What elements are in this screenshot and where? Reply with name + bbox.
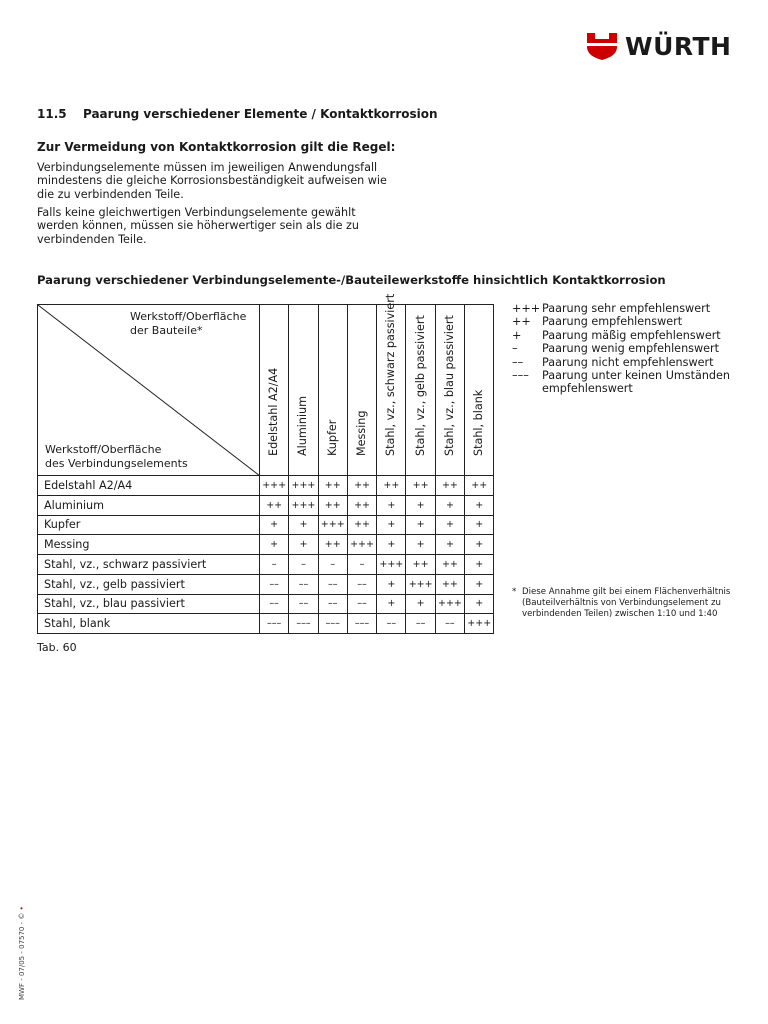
table-cell: ++: [347, 476, 376, 496]
table-cell: +++: [289, 495, 318, 515]
table-cell: +: [260, 535, 289, 555]
table-cell: +: [465, 574, 494, 594]
row-label: Stahl, vz., blau passiviert: [38, 594, 260, 614]
rule-paragraph-2: Falls keine gleichwertigen Verbindungselemente gewählt werden können, müssen sie höherwertiger sein als die zu verbindenden Teile.: [37, 206, 360, 246]
column-header: Stahl, vz., gelb passiviert: [406, 305, 435, 476]
column-header: Aluminium: [289, 305, 318, 476]
table-corner-cell: [38, 305, 260, 476]
table-cell: ++: [435, 476, 464, 496]
table-cell: +: [377, 515, 406, 535]
legend-item: [512, 356, 747, 369]
wurth-logo-mark: [585, 31, 619, 61]
table-cell: +++: [406, 574, 435, 594]
table-cell: –: [318, 555, 347, 575]
legend-text: Paarung wenig empfehlenswert: [542, 342, 720, 356]
table-cell: +: [435, 495, 464, 515]
table-cell: +: [377, 574, 406, 594]
legend-text: Paarung mäßig empfehlenswert: [542, 328, 721, 342]
table-cell: –––: [318, 614, 347, 634]
table-cell: +: [260, 515, 289, 535]
table-cell: +: [435, 515, 464, 535]
table-cell: ––: [318, 594, 347, 614]
legend-text: Paarung sehr empfehlenswert: [542, 302, 711, 315]
table-cell: ++: [377, 476, 406, 496]
table-row: [38, 515, 494, 535]
table-row: [38, 495, 494, 515]
document-id-dot: •: [18, 906, 26, 911]
table-cell: ––: [318, 574, 347, 594]
table-cell: +: [289, 515, 318, 535]
table-cell: +++: [318, 515, 347, 535]
rule-paragraph-1: Verbindungselemente müssen im jeweiligen Anwendungsfall mindestens die gleiche Korrosionsbeständigkeit aufweisen wie die zu verbindenden Teile.: [37, 161, 387, 201]
table-cell: ––: [347, 594, 376, 614]
legend-item: [512, 302, 747, 315]
table-cell: ++: [347, 515, 376, 535]
table-cell: ––: [377, 614, 406, 634]
table-cell: +: [465, 555, 494, 575]
table-cell: +: [406, 594, 435, 614]
legend-symbol: +: [512, 328, 522, 342]
table-caption: Tab. 60: [37, 641, 77, 654]
table-cell: +: [406, 495, 435, 515]
table-cell: ++: [318, 495, 347, 515]
table-cell: +: [435, 535, 464, 555]
table-cell: ––: [435, 614, 464, 634]
table-cell: +: [465, 515, 494, 535]
legend-text: Paarung empfehlenswert: [542, 315, 683, 329]
column-header: Stahl, vz., blau passiviert: [435, 305, 464, 476]
table-cell: ++: [465, 476, 494, 496]
table-cell: +: [377, 535, 406, 555]
table-cell: ––: [347, 574, 376, 594]
table-row: [38, 535, 494, 555]
table-cell: +++: [465, 614, 494, 634]
wurth-logo-text: WÜRTH: [625, 32, 732, 61]
table-cell: +++: [435, 594, 464, 614]
row-label: Kupfer: [38, 515, 260, 535]
contact-corrosion-table: [37, 293, 494, 634]
table-cell: ++: [347, 495, 376, 515]
table-cell: ++: [435, 555, 464, 575]
column-header: Stahl, vz., schwarz passiviert: [377, 305, 406, 476]
table-cell: ++: [260, 495, 289, 515]
legend-symbol: ––: [512, 355, 524, 369]
row-label: Stahl, blank: [38, 614, 260, 634]
column-header: Kupfer: [318, 305, 347, 476]
table-cell: ––: [260, 594, 289, 614]
footnote-marker: *: [512, 587, 517, 597]
table-cell: +: [377, 495, 406, 515]
table-cell: +: [406, 515, 435, 535]
footnote-text: Diese Annahme gilt bei einem Flächenverhältnis (Bauteilverhältnis von Verbindungselement zu verbindenden Teilen) zwischen 1:10 und 1:40: [522, 587, 731, 619]
table-cell: ++: [318, 535, 347, 555]
table-row: [38, 555, 494, 575]
table-cell: ––: [289, 574, 318, 594]
document-id-text: MWF - 07/05 - 07570 - ©: [18, 912, 26, 1000]
table-heading: Paarung verschiedener Verbindungselemente-/Bauteilewerkstoffe hinsichtlich Kontaktkorrosion: [37, 273, 666, 287]
table-cell: ++: [318, 476, 347, 496]
table-cell: ++: [406, 555, 435, 575]
table-cell: +: [406, 535, 435, 555]
table-cell: –––: [260, 614, 289, 634]
table-cell: ––: [260, 574, 289, 594]
rule-heading: Zur Vermeidung von Kontaktkorrosion gilt die Regel:: [37, 140, 396, 154]
legend-symbol: +++: [512, 302, 541, 315]
legend-text: Paarung unter keinen Umständen empfehlenswert: [542, 369, 731, 396]
table-row: [38, 614, 494, 634]
table-cell: +++: [260, 476, 289, 496]
table-cell: +++: [289, 476, 318, 496]
column-header: Stahl, blank: [465, 305, 494, 476]
table-row: [38, 476, 494, 496]
document-id: [18, 906, 26, 1000]
table-cell: ––: [289, 594, 318, 614]
table-cell: –: [347, 555, 376, 575]
table-row: [38, 574, 494, 594]
row-label: Aluminium: [38, 495, 260, 515]
table-cell: ++: [435, 574, 464, 594]
table-cell: ++: [406, 476, 435, 496]
row-label: Messing: [38, 535, 260, 555]
legend-symbol: –––: [512, 369, 529, 383]
row-label: Edelstahl A2/A4: [38, 476, 260, 496]
row-label: Stahl, vz., gelb passiviert: [38, 574, 260, 594]
table-cell: –––: [347, 614, 376, 634]
column-header: Messing: [347, 305, 376, 476]
table-cell: +: [289, 535, 318, 555]
table-header-row: [38, 305, 494, 476]
legend-item: [512, 315, 747, 328]
table-cell: +++: [377, 555, 406, 575]
table-cell: –––: [289, 614, 318, 634]
column-header: Edelstahl A2/A4: [260, 305, 289, 476]
table-cell: +++: [347, 535, 376, 555]
corner-label-fasteners: Werkstoff/Oberfläche des Verbindungselements: [45, 443, 188, 470]
table-cell: +: [377, 594, 406, 614]
legend-item: [512, 369, 747, 396]
legend-symbol: –: [512, 342, 518, 356]
section-heading: [37, 107, 438, 121]
legend-text: Paarung nicht empfehlenswert: [542, 355, 714, 369]
table-cell: +: [465, 495, 494, 515]
table-cell: +: [465, 594, 494, 614]
table-cell: –: [260, 555, 289, 575]
legend: [512, 302, 747, 396]
section-title: Paarung verschiedener Elemente / Kontaktkorrosion: [82, 107, 438, 121]
table-cell: +: [465, 535, 494, 555]
legend-symbol: ++: [512, 315, 531, 329]
footnote: [512, 587, 742, 619]
section-number: 11.5: [37, 107, 67, 121]
legend-item: [512, 342, 747, 355]
wurth-logo: [585, 31, 735, 63]
legend-item: [512, 329, 747, 342]
table-row: [38, 594, 494, 614]
table-cell: –: [289, 555, 318, 575]
table-cell: ––: [406, 614, 435, 634]
corner-label-parts: Werkstoff/Oberfläche der Bauteile*: [130, 310, 247, 337]
row-label: Stahl, vz., schwarz passiviert: [38, 555, 260, 575]
